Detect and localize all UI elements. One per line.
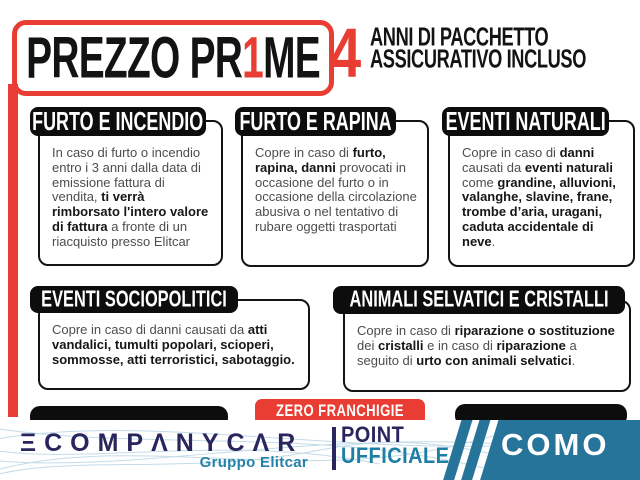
card-header-animali-cristalli: ANIMALI SELVATICI E CRISTALLI — [333, 286, 625, 314]
companycar-logo — [20, 431, 303, 456]
card-body-eventi-sociopolitici: Copre in caso di danni causati da atti vandalici, tumulti popolari, scioperi, sommosse, atti terroristici, sabotaggio. — [38, 299, 310, 390]
subtitle-line-2: ASSICURATIVO INCLUSO — [370, 44, 587, 75]
card-header-eventi-sociopolitici: EVENTI SOCIOPOLITICI — [30, 286, 238, 313]
zero-franchigie-badge: ZERO FRANCHIGIE — [255, 399, 425, 425]
card-body-furto-incendio: In caso di furto o incendio entro i 3 anni dalla data di emissione fattura di vendita, ti verrà rimborsato l'intero valore di fattura a fronte di un riacquisto presso Elitcar — [38, 120, 223, 266]
logo-e-mark-icon: Ξ — [20, 429, 45, 457]
prezzo-prime-title: PREZZO PR1ME — [26, 25, 320, 91]
gruppo-elitcar-label: Gruppo Elitcar — [199, 454, 308, 471]
card-body-eventi-naturali: Copre in caso di danni causati da eventi naturali come grandine, alluvioni, valanghe, slavine, frane, trombe d’aria, uragani, caduta accidentale di neve. — [448, 120, 635, 267]
footer — [0, 420, 640, 480]
card-header-furto-incendio: FURTO E INCENDIO — [30, 107, 206, 136]
card-header-eventi-naturali: EVENTI NATURALI — [442, 107, 609, 136]
card-header-furto-rapina: FURTO E RAPINA — [235, 107, 396, 136]
red-accent-bar — [8, 84, 18, 417]
subtitle-line-1: ANNI DI PACCHETTO — [370, 22, 549, 53]
header-subtitle — [370, 22, 640, 75]
card-body-animali-cristalli: Copre in caso di riparazione o sostituzione dei cristalli e in caso di riparazione a seguito di urto con animali selvatici. — [343, 300, 631, 392]
years-number: 4 — [330, 14, 362, 92]
point-label: POINT — [341, 423, 405, 448]
card-body-furto-rapina: Copre in caso di furto, rapina, danni provocati in occasione del furto o in occasione della circolazione abusiva o nel tentativo di rubare oggetti trasportati — [241, 120, 429, 267]
ufficiale-label: UFFICIALE — [341, 444, 450, 469]
como-label: COMO — [501, 427, 610, 462]
footer-divider — [332, 427, 336, 470]
prezzo-prime-badge — [12, 20, 334, 96]
companycar-wordmark: COMPΛNYCΛR — [44, 429, 304, 457]
